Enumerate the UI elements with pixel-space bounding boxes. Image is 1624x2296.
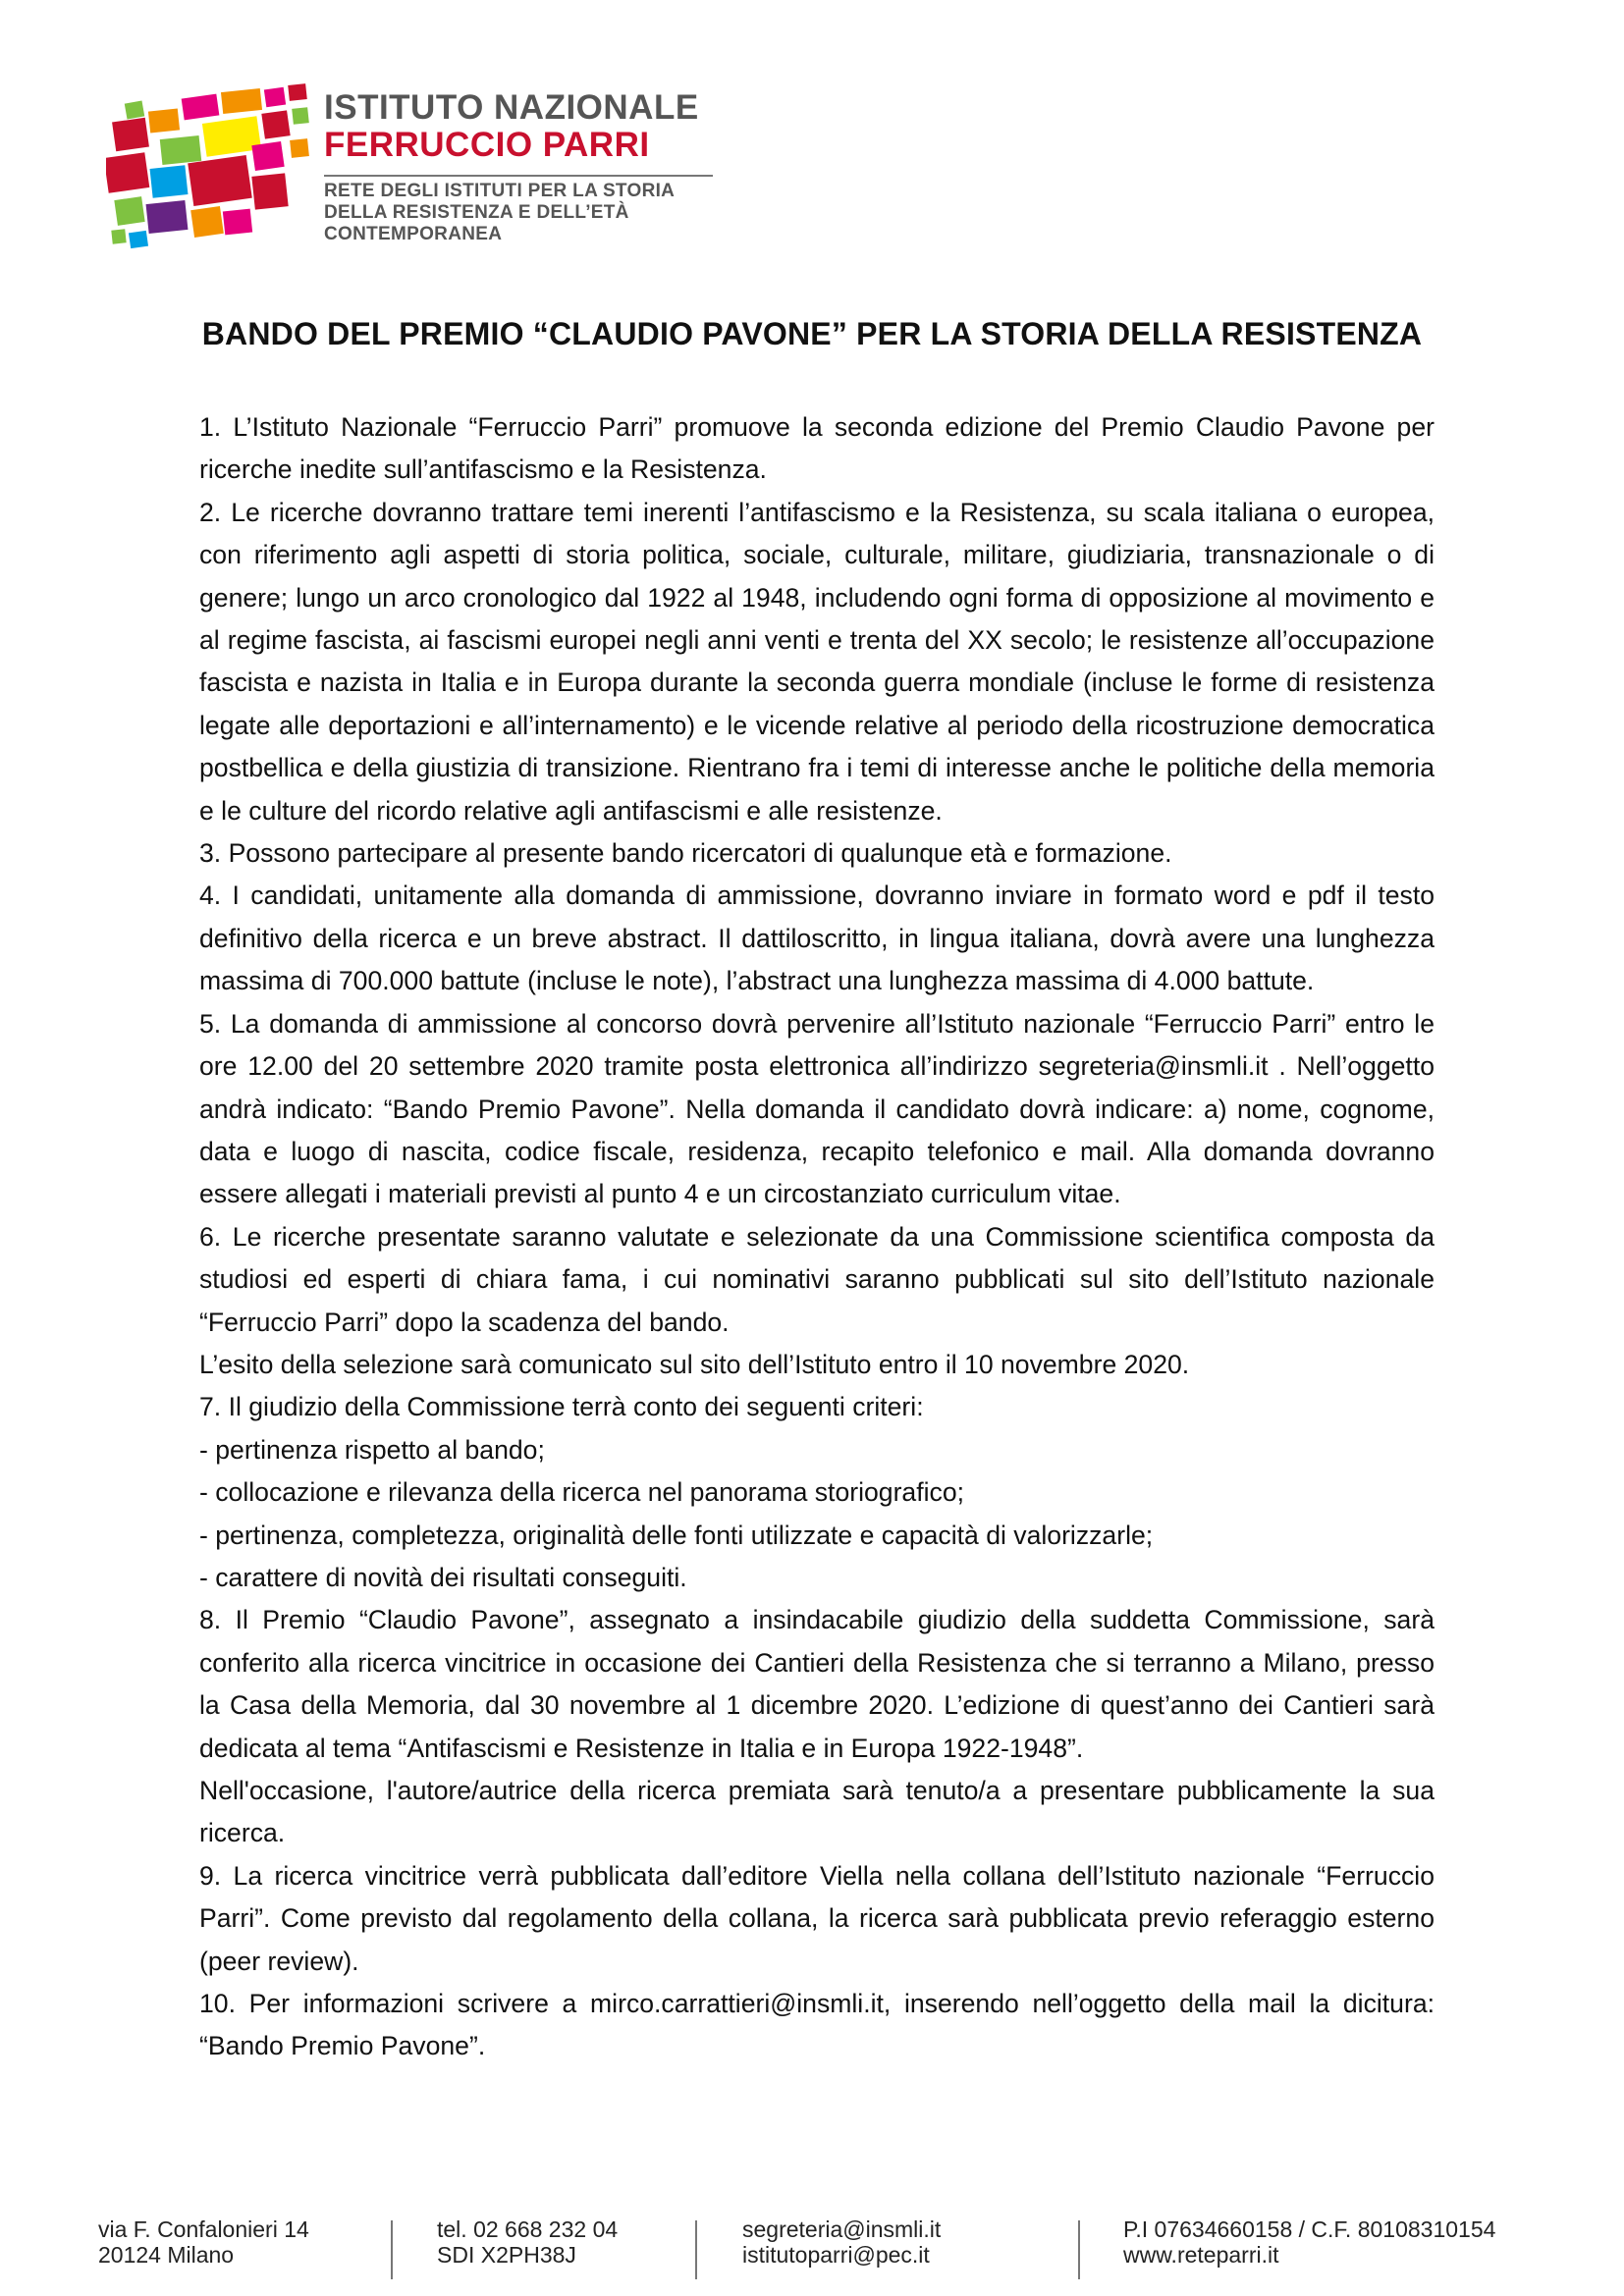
document-body — [199, 406, 1435, 2068]
institute-logo-icon — [106, 82, 322, 259]
list-item: - carattere di novità dei risultati conseguiti. — [199, 1562, 687, 1592]
footer-divider — [1078, 2220, 1080, 2279]
paragraph: 6. Le ricerche presentate saranno valutate e selezionate da una Commissione scientifica composta da studiosi ed esperti di chiara fama, i cui nominativi saranno pubblicati sul sito dell’Istituto nazionale “Ferruccio Parri” dopo la scadenza del bando. — [199, 1221, 1435, 1337]
paragraph: 5. La domanda di ammissione al concorso dovrà pervenire all’Istituto nazionale “Ferruccio Parri” entro le ore 12.00 del 20 settembre 2020 tramite posta elettronica all’indirizzo segreteria@insmli.it . Nell’oggetto andrà indicato: “Bando Premio Pavone”. Nella domanda il candidato dovrà indicare: a) nome, cognome, data e luogo di nascita, codice fiscale, residenza, recapito telefonico e mail. Alla domanda dovranno essere allegati i materiali previsti al punto 4 e un circostanziato curriculum vitae. — [199, 1008, 1435, 1209]
paragraph: 4. I candidati, unitamente alla domanda di ammissione, dovranno inviare in formato word e pdf il testo definitivo della ricerca e un breve abstract. Il dattiloscritto, in lingua italiana, dovrà avere una lunghezza massima di 700.000 battute (incluse le note), l’abstract una lunghezza massima di 4.000 battute. — [199, 881, 1435, 996]
paragraph: 1. L’Istituto Nazionale “Ferruccio Parri” promuove la seconda edizione del Premio Claudio Pavone per ricerche inedite sull’antifascismo e la Resistenza. — [199, 412, 1435, 485]
footer — [98, 2216, 1532, 2287]
footer-tax: P.I 07634660158 / C.F. 80108310154 www.reteparri.it — [1123, 2216, 1496, 2268]
paragraph: 3. Possono partecipare al presente bando ricercatori di qualunque età e formazione. — [199, 838, 1172, 869]
footer-divider — [695, 2220, 697, 2279]
paragraph: 8. Il Premio “Claudio Pavone”, assegnato a insindacabile giudizio della suddetta Commissione, sarà conferito alla ricerca vincitrice in occasione dei Cantieri della Resistenza che si terranno a Milano, presso la Casa della Memoria, dal 30 novembre al 1 dicembre 2020. L’edizione di quest’anno dei Cantieri sarà dedicata al tema “Antifascismi e Resistenze in Italia e in Europa 1922-1948”. — [199, 1605, 1435, 1763]
email-link[interactable]: segreteria@insmli.it — [742, 2216, 942, 2242]
footer-address: via F. Confalonieri 14 20124 Milano — [98, 2216, 309, 2268]
document-title: BANDO DEL PREMIO “CLAUDIO PAVONE” PER LA STORIA DELLA RESISTENZA — [201, 316, 1423, 351]
footer-divider — [391, 2220, 393, 2279]
list-item: - collocazione e rilevanza della ricerca nel panorama storiografico; — [199, 1477, 964, 1508]
paragraph: 10. Per informazioni scrivere a mirco.carrattieri@insmli.it, inserendo nell’oggetto della mail la dicitura: “Bando Premio Pavone”. — [199, 1989, 1435, 2061]
footer-email — [742, 2216, 941, 2268]
divider — [324, 175, 713, 177]
list-item: - pertinenza, completezza, originalità delle fonti utilizzate e capacità di valorizzarle; — [199, 1520, 1154, 1550]
paragraph: 7. Il giudizio della Commissione terrà conto dei seguenti criteri: — [199, 1392, 924, 1422]
org-name: ISTITUTO NAZIONALE — [324, 88, 699, 127]
paragraph: 2. Le ricerche dovranno trattare temi inerenti l’antifascismo e la Resistenza, su scala italiana o europea, con riferimento agli aspetti di storia politica, sociale, culturale, militare, giudiziaria, transnazionale o di genere; lungo un arco cronologico dal 1922 al 1948, includendo ogni forma di opposizione al movimento e al regime fascista, ai fascismi europei negli anni venti e trenta del XX secolo; le resistenze all’occupazione fascista e nazista in Italia e in Europa durante la seconda guerra mondiale (incluse le forme di resistenza legate alle deportazioni e all’internamento) e le vicende relative al periodo della ricostruzione democratica postbellica e della giustizia di transizione. Rientrano fra i temi di interesse anche le politiche della memoria e le culture del ricordo relative agli antifascismi e alle resistenze. — [199, 497, 1435, 826]
paragraph: Nell'occasione, l'autore/autrice della ricerca premiata sarà tenuto/a a presentare pubblicamente la sua ricerca. — [199, 1776, 1435, 1848]
paragraph: 9. La ricerca vincitrice verrà pubblicata dall’editore Viella nella collana dell’Istituto nazionale “Ferruccio Parri”. Come previsto dal regolamento della collana, la ricerca sarà pubblicata previo referaggio esterno (peer review). — [199, 1860, 1435, 1976]
list-item: - pertinenza rispetto al bando; — [199, 1434, 545, 1465]
org-tagline: RETE DEGLI ISTITUTI PER LA STORIA DELLA RESISTENZA E DELL’ETÀ CONTEMPORANEA — [324, 181, 676, 244]
letterhead — [106, 82, 734, 259]
paragraph: L’esito della selezione sarà comunicato sul sito dell’Istituto entro il 10 novembre 2020. — [199, 1349, 1190, 1379]
pec-link[interactable]: istitutoparri@pec.it — [742, 2242, 930, 2268]
website-link[interactable]: www.reteparri.it — [1123, 2242, 1279, 2268]
org-subname: FERRUCCIO PARRI — [324, 126, 650, 164]
footer-phone: tel. 02 668 232 04 SDI X2PH38J — [437, 2216, 619, 2268]
